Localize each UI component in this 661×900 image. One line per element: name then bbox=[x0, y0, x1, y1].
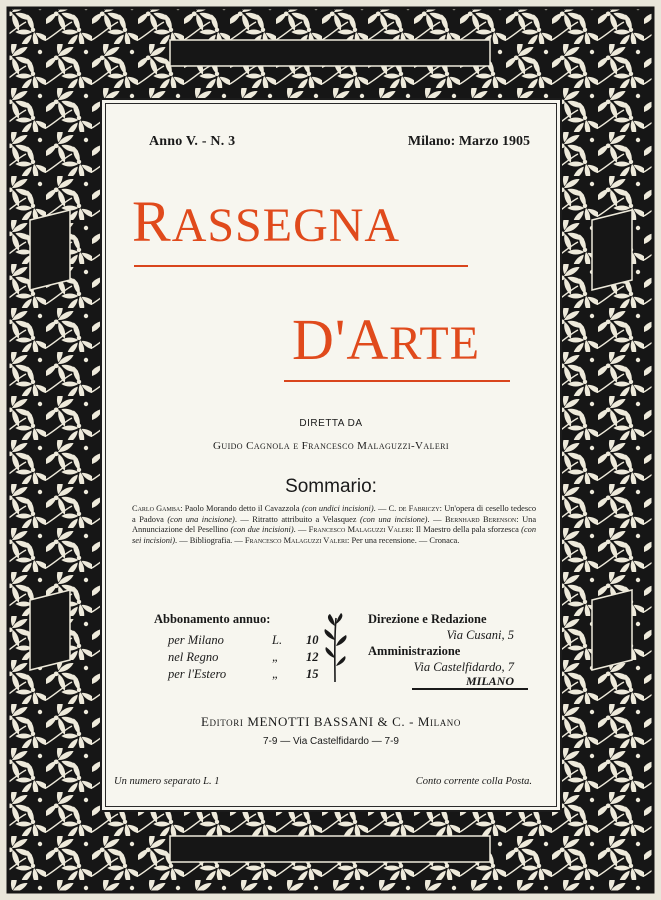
summary-text: Ritratto attribuito a Velasquez bbox=[252, 514, 357, 524]
postal-account-note: Conto corrente colla Posta. bbox=[415, 776, 532, 787]
rate-value: 10 bbox=[306, 633, 319, 647]
summary-note: (con due incisioni) bbox=[230, 525, 294, 535]
direction-title: Direzione e Redazione bbox=[368, 612, 487, 626]
rate-label: per l'Estero bbox=[168, 667, 227, 681]
summary-contents: Carlo Gamba: Paolo Morando detto il Cavazzola (con undici incisioni). — C. de Fabriczy: Un'opera di cesello tedesco a Padova (con una incisione). — Ritratto attribuito a Velasquez (con una incisione). — Bernhard Berenson: Una Annunciazione del Pesellino (con due incisioni). — Francesco Malaguzzi Valeri: Il Maestro della pala sforzesca (con sei incisioni). — Bibliografia. — Francesco Malaguzzi Valeri: Per una recensione. — Cronaca. bbox=[132, 504, 537, 545]
subscription-title: Abbonamento annuo: bbox=[154, 612, 271, 626]
diretta-da-label: DIRETTA DA bbox=[299, 418, 363, 429]
rate-value: 12 bbox=[306, 650, 319, 664]
summary-note: (con una incisione) bbox=[360, 514, 428, 524]
title-rule-2 bbox=[284, 380, 510, 382]
summary-author: Francesco Malaguzzi Valeri bbox=[244, 535, 348, 545]
summary-note: (con undici incisioni) bbox=[301, 504, 374, 513]
title-initial-r: R bbox=[132, 189, 172, 254]
right-ribbon-lower bbox=[592, 590, 632, 670]
admin-address: Via Castelfidardo, 7 bbox=[413, 660, 514, 674]
issue-number: Anno V. - N. 3 bbox=[149, 134, 236, 149]
rate-row bbox=[168, 632, 319, 649]
summary-author: C. de Fabriczy bbox=[388, 504, 440, 513]
summary-heading: Sommario: bbox=[285, 476, 377, 497]
summary-text: Bibliografia bbox=[189, 535, 231, 545]
single-issue-price: Un numero separato L. 1 bbox=[114, 776, 220, 787]
left-ribbon bbox=[30, 210, 70, 290]
summary-text: Una Annunciazione del Pesellino bbox=[132, 514, 537, 535]
top-ribbon bbox=[170, 40, 490, 66]
summary-author: Francesco Malaguzzi Valeri bbox=[308, 525, 412, 535]
rate-currency: L. bbox=[272, 633, 283, 647]
summary-note: (con sei incisioni) bbox=[132, 525, 537, 545]
left-ribbon-lower bbox=[30, 590, 70, 670]
right-ribbon bbox=[592, 210, 632, 290]
rate-label: per Milano bbox=[168, 633, 224, 647]
rate-row bbox=[168, 649, 319, 666]
editors-names: Guido Cagnola e Francesco Malaguzzi-Valeri bbox=[213, 440, 449, 452]
summary-text: Cronaca bbox=[429, 535, 458, 545]
title-darte bbox=[292, 306, 480, 373]
summary-text: Un'opera di cesello tedesco a Padova bbox=[132, 504, 537, 524]
subscription-rates bbox=[168, 632, 319, 683]
rate-value: 15 bbox=[306, 667, 319, 681]
title-rule-1 bbox=[134, 265, 468, 267]
cover-panel bbox=[100, 98, 562, 812]
publisher-address: 7-9 — Via Castelfidardo — 7-9 bbox=[263, 736, 399, 747]
city-label: MILANO bbox=[465, 674, 514, 688]
flower-sprig-icon bbox=[320, 612, 350, 684]
summary-text: Il Maestro della pala sforzesca bbox=[415, 525, 519, 535]
summary-author: Bernhard Berenson bbox=[444, 514, 517, 524]
bottom-ribbon bbox=[170, 836, 490, 862]
rate-currency: „ bbox=[272, 650, 279, 664]
city-rule bbox=[412, 688, 528, 690]
rate-currency: „ bbox=[272, 667, 279, 681]
title-rassegna bbox=[132, 188, 400, 255]
publisher-name: Editori MENOTTI BASSANI & C. - Milano bbox=[201, 714, 461, 729]
title-rest-assegna: ASSEGNA bbox=[171, 199, 401, 252]
rate-row bbox=[168, 666, 319, 683]
rate-label: nel Regno bbox=[168, 650, 219, 664]
title-rest-rte: RTE bbox=[389, 317, 481, 370]
admin-title: Amministrazione bbox=[368, 644, 461, 658]
direction-address: Via Cusani, 5 bbox=[446, 628, 514, 642]
title-initial-da: D'A bbox=[292, 307, 390, 372]
summary-text: Paolo Morando detto il Cavazzola bbox=[184, 504, 300, 513]
summary-note: (con una incisione) bbox=[167, 514, 235, 524]
summary-author: Carlo Gamba bbox=[132, 504, 181, 513]
summary-text: Per una recensione bbox=[351, 535, 415, 545]
issue-date: Milano: Marzo 1905 bbox=[407, 134, 530, 149]
